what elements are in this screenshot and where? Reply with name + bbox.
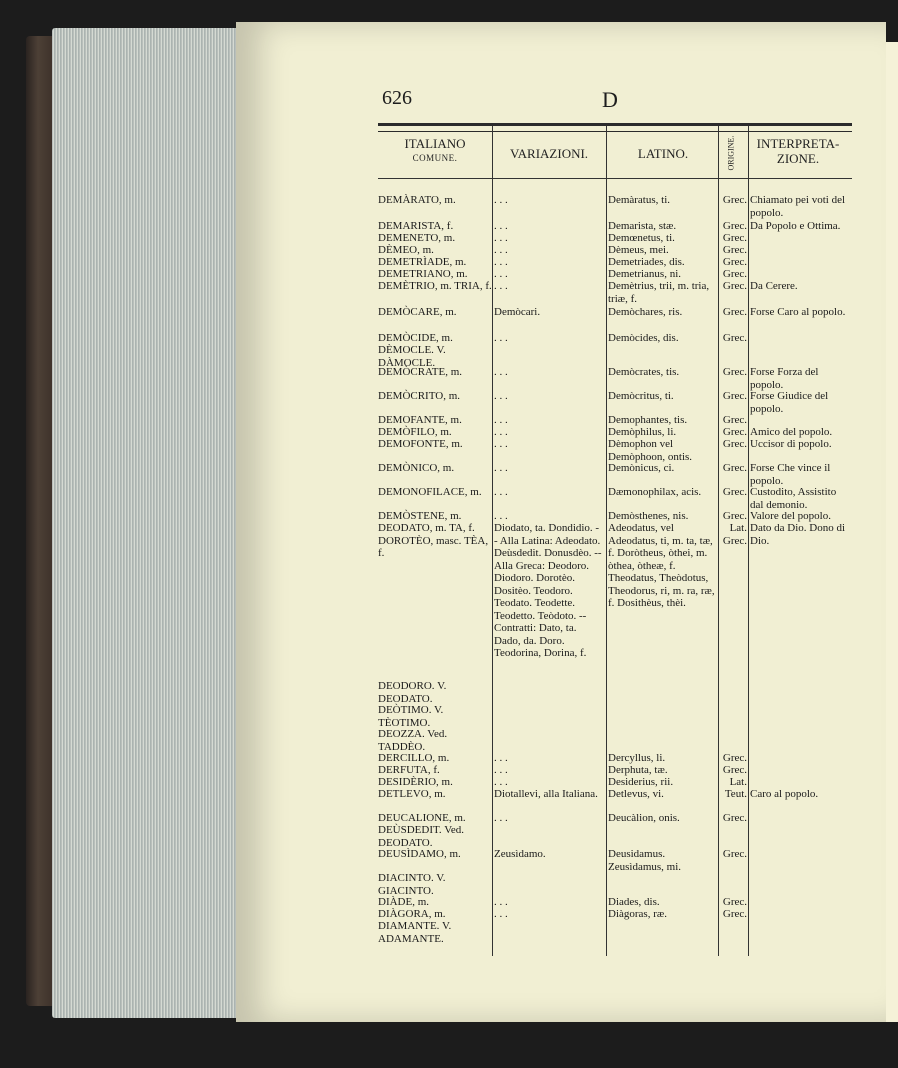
dictionary-page bbox=[236, 22, 886, 1022]
entry-var: . . . bbox=[494, 776, 508, 788]
entry-ita: DEMETRÌADE, m. bbox=[378, 256, 467, 268]
entry-ori: Grec. bbox=[722, 280, 747, 292]
entry-lat: Diades, dis. bbox=[608, 896, 660, 908]
entry-ita: DEMÒCRATE, m. bbox=[378, 366, 463, 378]
entry-lat: Dæmonophilax, acis. bbox=[608, 486, 702, 498]
entry-ori: Grec. bbox=[722, 390, 747, 402]
entry-ori: Grec. bbox=[722, 896, 747, 908]
entry-var: . . . bbox=[494, 390, 508, 402]
entry-ita: DESIDÈRIO, m. bbox=[378, 776, 453, 788]
entry-var: . . . bbox=[494, 426, 508, 438]
entry-ita: DEMÒSTENE, m. bbox=[378, 510, 462, 522]
entry-ori: Grec. bbox=[722, 414, 747, 426]
entry-int: Valore del popolo. bbox=[750, 510, 831, 522]
column-divider bbox=[606, 126, 607, 956]
entry-ori: Grec. bbox=[722, 486, 747, 498]
open-book bbox=[26, 22, 898, 1022]
entry-ori: Grec. bbox=[722, 426, 747, 438]
entry-lat: Demòphilus, li. bbox=[608, 426, 677, 438]
entry-var: . . . bbox=[494, 280, 508, 292]
entry-ita: DEMARISTA, f. bbox=[378, 220, 454, 232]
entry-lat: Demetrianus, ni. bbox=[608, 268, 682, 280]
entry-ita: DIACINTO. V. GIACINTO. bbox=[378, 872, 446, 897]
entry-ori: Lat. Grec. bbox=[722, 522, 747, 547]
entry-var: . . . bbox=[494, 194, 508, 206]
entry-ori: Grec. bbox=[722, 752, 747, 764]
entry-lat: Dercyllus, li. bbox=[608, 752, 666, 764]
entry-ori: Grec. bbox=[722, 438, 747, 450]
column-divider bbox=[748, 126, 749, 956]
entry-ita: DEUSÌDAMO, m. bbox=[378, 848, 461, 860]
entry-ita: DEMÀRATO, m. bbox=[378, 194, 456, 206]
entry-ita: DEÒTIMO. V. TÈOTIMO. bbox=[378, 704, 444, 729]
entry-ita: DIÀGORA, m. bbox=[378, 908, 446, 920]
entry-lat: Demòcrates, tis. bbox=[608, 366, 680, 378]
entry-ori: Grec. bbox=[722, 366, 747, 378]
entry-lat: Dèmeus, mei. bbox=[608, 244, 669, 256]
entry-lat: Demètrius, trii, m. tria, triæ, f. bbox=[608, 280, 710, 305]
entry-ori: Grec. bbox=[722, 268, 747, 280]
col-header-latino: LATINO. bbox=[637, 146, 689, 161]
entry-ita: DIAMANTE. V. ADAMANTE. bbox=[378, 920, 452, 945]
entry-lat: Adeodatus, vel Adeodatus, ti, m. ta, tæ, f. Doròtheus, òthei, m. òthea, òtheæ, f. Theodatus, Theòdotus, Theodorus, ri, m. ra, ræ, f. Dosithèus, thèi. bbox=[608, 522, 715, 609]
entry-int: Amico del popolo. bbox=[750, 426, 833, 438]
entry-ori: Grec. bbox=[722, 194, 747, 206]
column-divider bbox=[492, 126, 493, 956]
entry-ori: Grec. bbox=[722, 848, 747, 860]
entry-ita: DEODORO. V. DEODATO. bbox=[378, 680, 447, 705]
entry-ori: Grec. bbox=[722, 764, 747, 776]
entry-lat: Deucàlion, onis. bbox=[608, 812, 680, 824]
entry-int: Caro al popolo. bbox=[750, 788, 819, 800]
entry-ori: Grec. bbox=[722, 256, 747, 268]
entry-var: . . . bbox=[494, 220, 508, 232]
entry-ita: DERCILLO, m. bbox=[378, 752, 450, 764]
entry-var: Demòcari. bbox=[494, 306, 541, 318]
entry-lat: Demòcides, dis. bbox=[608, 332, 679, 344]
entry-ita: DEMONOFILACE, m. bbox=[378, 486, 482, 498]
col-header-italiano: ITALIANO COMUNE. bbox=[404, 136, 466, 163]
entry-lat: Dèmophon vel Demòphoon, ontis. bbox=[608, 438, 693, 463]
entry-lat: Demàratus, ti. bbox=[608, 194, 671, 206]
entry-var: . . . bbox=[494, 268, 508, 280]
entry-var: . . . bbox=[494, 812, 508, 824]
entry-ita: DEMÒNICO, m. bbox=[378, 462, 455, 474]
entry-lat: Deusidamus. Zeusìdamus, mi. bbox=[608, 848, 682, 873]
entry-lat: Demòcritus, ti. bbox=[608, 390, 674, 402]
entry-ita: DEOZZA. Ved. TADDÈO. bbox=[378, 728, 448, 753]
entry-ori: Grec. bbox=[722, 332, 747, 344]
col-header-interpretazione: INTERPRETA- ZIONE. bbox=[756, 136, 840, 166]
entry-ita: DEMETRIANO, m. bbox=[378, 268, 468, 280]
entry-var: . . . bbox=[494, 486, 508, 498]
entry-var: . . . bbox=[494, 908, 508, 920]
entry-lat: Demetriades, dis. bbox=[608, 256, 685, 268]
top-rule bbox=[378, 123, 852, 132]
entry-ori: Grec. bbox=[722, 908, 747, 920]
entry-var: . . . bbox=[494, 510, 508, 522]
entry-var: . . . bbox=[494, 462, 508, 474]
entry-var: . . . bbox=[494, 244, 508, 256]
entry-var: . . . bbox=[494, 438, 508, 450]
entry-ori: Grec. bbox=[722, 462, 747, 474]
entry-ita: DETLEVO, m. bbox=[378, 788, 446, 800]
entry-ori: Grec. bbox=[722, 244, 747, 256]
entry-var: . . . bbox=[494, 896, 508, 908]
entry-ita: DIÀDE, m. bbox=[378, 896, 430, 908]
entry-var: . . . bbox=[494, 414, 508, 426]
entry-int: Forse Che vince il popolo. bbox=[750, 462, 831, 487]
entry-int: Custodito, Assistito dal demonio. bbox=[750, 486, 837, 511]
entry-var: . . . bbox=[494, 752, 508, 764]
page-number: 626 bbox=[382, 87, 412, 109]
entry-ita: DEMÒCARE, m. bbox=[378, 306, 457, 318]
entry-ita: DEMOFANTE, m. bbox=[378, 414, 462, 426]
entry-ita: DEMOFONTE, m. bbox=[378, 438, 463, 450]
col-header-origine: ORIGINE. bbox=[726, 135, 736, 171]
entry-lat: Demòchares, ris. bbox=[608, 306, 683, 318]
entry-int: Da Popolo e Ottima. bbox=[750, 220, 841, 232]
entry-lat: Derphuta, tæ. bbox=[608, 764, 668, 776]
entry-ita: DERFUTA, f. bbox=[378, 764, 440, 776]
entry-ori: Grec. bbox=[722, 510, 747, 522]
section-letter: D bbox=[602, 87, 618, 112]
entry-var: Zeusìdamo. bbox=[494, 848, 546, 860]
entry-ori: Grec. bbox=[722, 812, 747, 824]
entry-lat: Demœnetus, ti. bbox=[608, 232, 675, 244]
entry-int: Forse Giudice del popolo. bbox=[750, 390, 829, 415]
entry-var: . . . bbox=[494, 332, 508, 344]
entry-ita: DÈMEO, m. bbox=[378, 244, 434, 256]
page-edges bbox=[52, 28, 246, 1018]
entry-int: Forse Caro al popolo. bbox=[750, 306, 846, 318]
entry-ita: DEMÒFILO, m. bbox=[378, 426, 452, 438]
entry-lat: Demònicus, ci. bbox=[608, 462, 675, 474]
entry-int: Forse Forza del popolo. bbox=[750, 366, 819, 391]
entry-var: . . . bbox=[494, 764, 508, 776]
entry-var: . . . bbox=[494, 256, 508, 268]
entry-int: Uccisor di popolo. bbox=[750, 438, 832, 450]
entry-var: Diodato, ta. Dondidio. -- Alla Latina: Adeodato. Deùsdedit. Donusdèo. -- Alla Greca: Deodoro. Diodoro. Dorotèo. Dositèo. Teodoro. Teodato. Teodette. Teodetto. Teòdoto. -- Contratti: Dato, ta. Dado, da. Doro. Teodorina, Dorina, f. bbox=[494, 522, 602, 659]
entry-lat: Diàgoras, ræ. bbox=[608, 908, 667, 920]
entry-ita: DEMENETO, m. bbox=[378, 232, 456, 244]
entry-ita: DEMÒCRITO, m. bbox=[378, 390, 460, 402]
entry-var: . . . bbox=[494, 232, 508, 244]
entry-ita: DEMÒCIDE, m. bbox=[378, 332, 453, 344]
entry-ita: DEMÈTRIO, m. TRIA, f. bbox=[378, 280, 492, 292]
entry-ori: Lat. bbox=[729, 776, 747, 788]
entry-ori: Grec. bbox=[722, 220, 747, 232]
entry-lat: Detlevus, vi. bbox=[608, 788, 664, 800]
entry-lat: Demòsthenes, nis. bbox=[608, 510, 689, 522]
entry-int: Da Cerere. bbox=[750, 280, 798, 292]
entry-lat: Demarista, stæ. bbox=[608, 220, 677, 232]
entry-ita: DEODATO, m. TA, f. DOROTÈO, masc. TÈA, f. bbox=[378, 522, 489, 559]
entry-var: Diotallevi, alla Italiana. bbox=[494, 788, 598, 800]
entry-int: Chiamato pei voti del popolo. bbox=[750, 194, 846, 219]
col-header-variazioni: VARIAZIONI. bbox=[509, 146, 589, 161]
entry-lat: Demophantes, tis. bbox=[608, 414, 688, 426]
header-rule bbox=[378, 178, 852, 179]
entry-ori: Teut. bbox=[724, 788, 747, 800]
entry-ita: DÈMOCLE. V. DÀMOCLE. bbox=[378, 344, 446, 369]
entry-ita: DEÙSDEDIT. Ved. DEODATO. bbox=[378, 824, 465, 849]
entry-ori: Grec. bbox=[722, 306, 747, 318]
entry-ita: DEUCALIONE, m. bbox=[378, 812, 466, 824]
page-header bbox=[236, 87, 886, 117]
entry-int: Dato da Dio. Dono di Dio. bbox=[750, 522, 846, 547]
entry-ori: Grec. bbox=[722, 232, 747, 244]
entry-var: . . . bbox=[494, 366, 508, 378]
entry-lat: Desiderius, rii. bbox=[608, 776, 674, 788]
